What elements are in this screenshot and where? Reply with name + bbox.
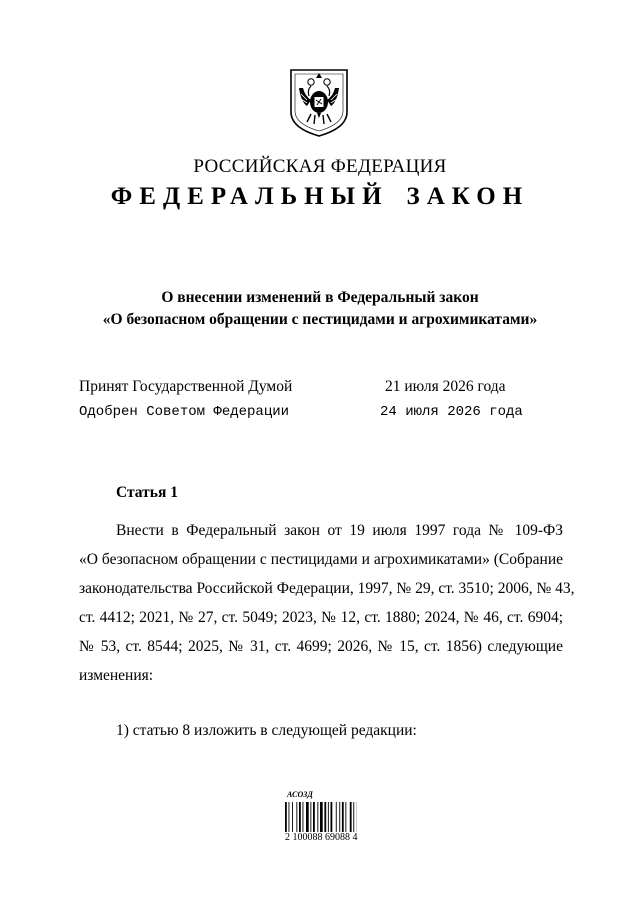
paragraph-line: законодательства Российской Федерации, 1997, № 29, ст. 3510; 2006, № 43, bbox=[79, 580, 575, 597]
coat-of-arms-icon bbox=[287, 66, 351, 138]
barcode-icon bbox=[285, 802, 357, 832]
paragraph-line: Внести в Федеральный закон от 19 июля 1997 года № 109-ФЗ bbox=[116, 522, 563, 539]
barcode-logo: АСОЗД bbox=[287, 790, 313, 799]
paragraph-line: «О безопасном обращении с пестицидами и агрохимикатами» (Собрание bbox=[79, 551, 563, 568]
barcode-block bbox=[285, 790, 395, 856]
paragraph-line: ст. 4412; 2021, № 27, ст. 5049; 2023, № 12, ст. 1880; 2024, № 46, ст. 6904; bbox=[79, 609, 563, 626]
document-type-word-2: ЗАКОН bbox=[406, 183, 530, 210]
article-paragraph bbox=[79, 516, 575, 690]
document-type bbox=[0, 183, 640, 211]
paragraph-line: изменения: bbox=[79, 667, 154, 684]
council-approval-date: 24 июля 2026 года bbox=[380, 404, 523, 420]
article-heading: Статья 1 bbox=[116, 484, 178, 501]
law-title-line-1: О внесении изменений в Федеральный закон bbox=[161, 289, 479, 306]
duma-adoption-label: Принят Государственной Думой bbox=[79, 378, 293, 395]
barcode-number: 2 100088 69088 4 bbox=[285, 832, 358, 843]
article-item-1: 1) статью 8 изложить в следующей редакции: bbox=[116, 722, 417, 739]
duma-adoption-date: 21 июля 2026 года bbox=[385, 378, 506, 395]
law-title bbox=[0, 287, 640, 331]
council-approval-label: Одобрен Советом Федерации bbox=[79, 404, 290, 420]
document-type-word-1: ФЕДЕРАЛЬНЫЙ bbox=[110, 183, 389, 210]
law-title-line-2: «О безопасном обращении с пестицидами и агрохимикатами» bbox=[102, 311, 538, 328]
paragraph-line: № 53, ст. 8544; 2025, № 31, ст. 4699; 2026, № 15, ст. 1856) следующие bbox=[79, 638, 563, 655]
country-name: РОССИЙСКАЯ ФЕДЕРАЦИЯ bbox=[193, 156, 447, 177]
